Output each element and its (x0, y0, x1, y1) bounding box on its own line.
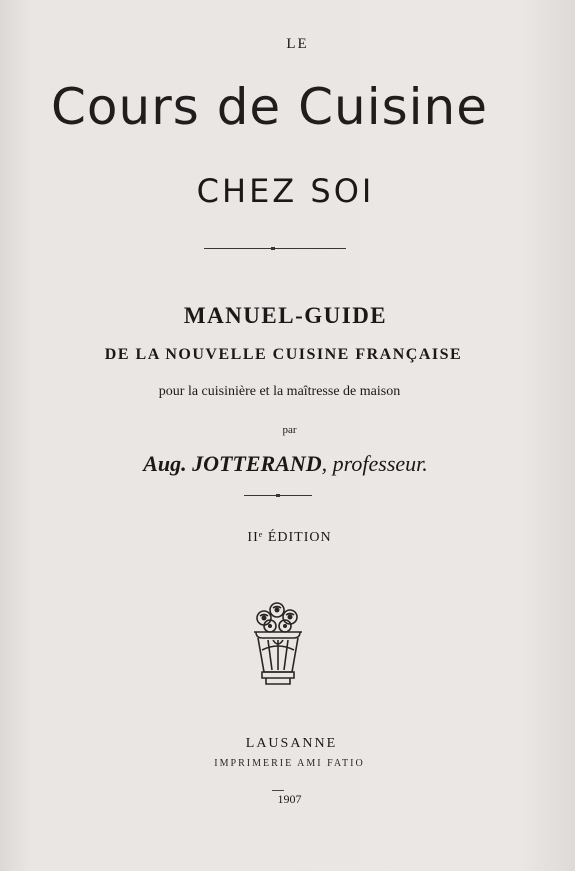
author-line (0, 451, 573, 477)
printer-label: IMPRIMERIE AMI FATIO (214, 758, 365, 769)
subtitle-line-2: DE LA NOUVELLE CUISINE FRANÇAISE (104, 346, 463, 363)
author-title: , professeur. (321, 451, 428, 476)
year-label: 1907 (277, 792, 302, 806)
year-rule (272, 790, 284, 791)
city-label: LAUSANNE (245, 736, 338, 751)
edition-label: IIᵉ ÉDITION (247, 530, 332, 545)
audience-line: pour la cuisinière et la maîtresse de maison (158, 384, 401, 399)
title-chez-soi: CHEZ SOI (196, 172, 375, 210)
author-name: Aug. JOTTERAND (143, 451, 322, 476)
subtitle-manuel-guide: MANUEL-GUIDE (183, 303, 388, 328)
main-title: Cours de Cuisine (51, 78, 488, 136)
par-label: par (282, 424, 297, 436)
flower-vase-icon (248, 600, 308, 690)
article-le: LE (286, 36, 309, 52)
